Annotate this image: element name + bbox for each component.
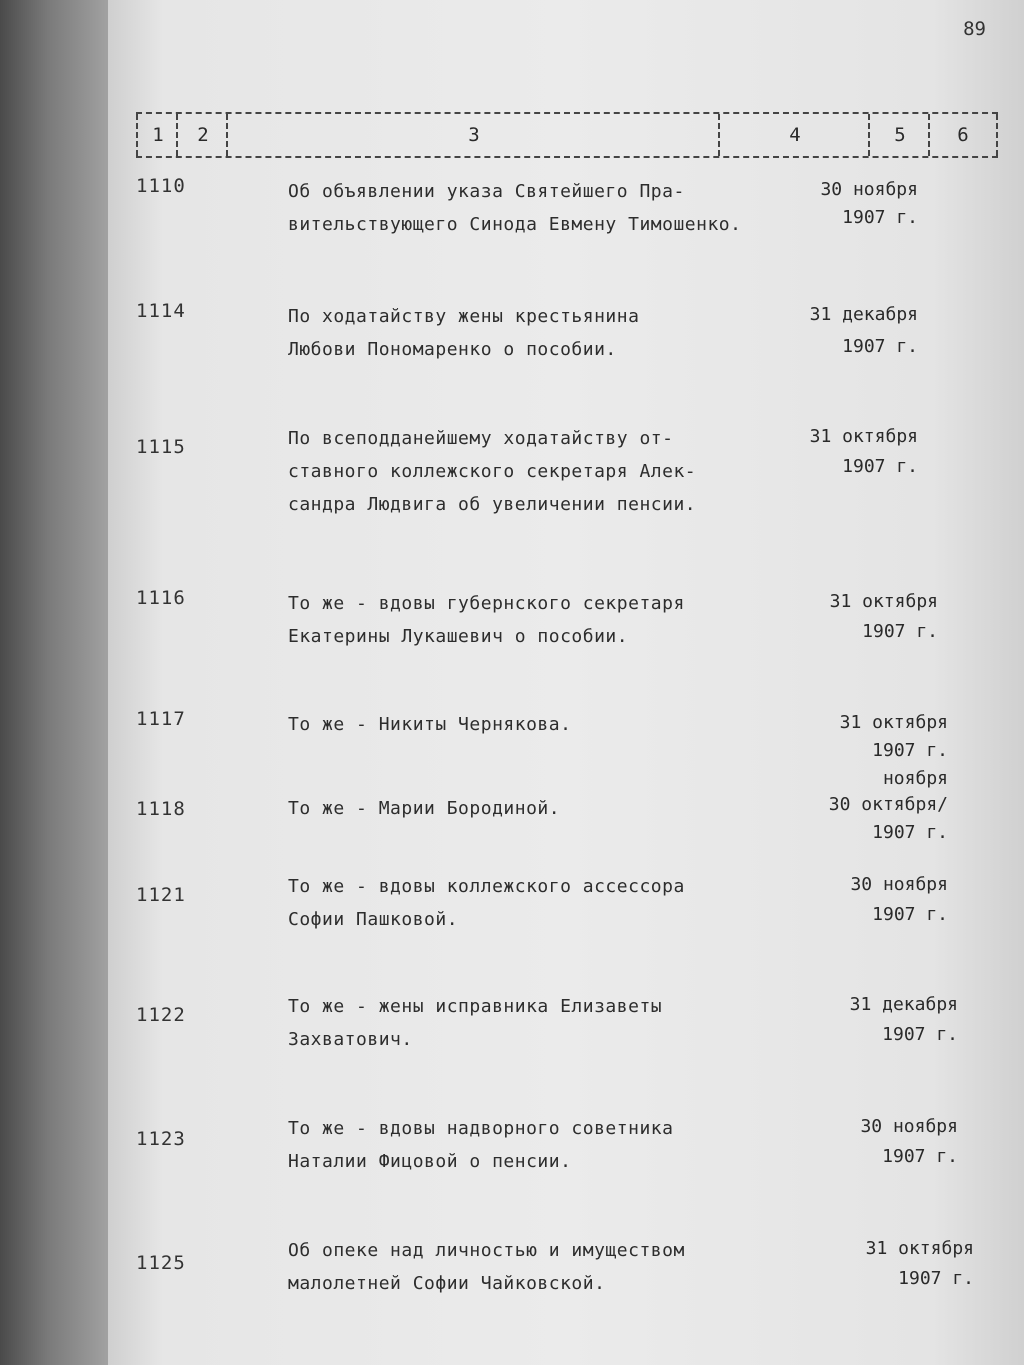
case-date-year: 1907 г.: [882, 1024, 958, 1045]
case-date-day: 31 декабря: [809, 304, 918, 325]
case-date-year: 1907 г.: [882, 1146, 958, 1167]
case-number: 1116: [136, 587, 186, 609]
case-date-year: 1907 г.: [872, 740, 948, 761]
case-title: То же - вдовы надворного советника Наталии Фицовой о пенсии.: [288, 1118, 674, 1172]
case-date-year: 1907 г.: [842, 456, 918, 477]
case-title: То же - вдовы коллежского ассессора Софии Пашковой.: [288, 876, 685, 930]
case-title: То же - вдовы губернского секретаря Екатерины Лукашевич о пособии.: [288, 593, 685, 647]
page-number: 89: [963, 18, 986, 40]
case-title: По всеподданейшему ходатайству от- ставного коллежского секретаря Алек- сандра Людвига об увеличении пенсии.: [288, 428, 697, 515]
case-date-day: ноября 30 октября/: [828, 768, 948, 815]
case-number: 1125: [136, 1252, 186, 1274]
case-number: 1122: [136, 1004, 186, 1026]
header-col-1: 1: [136, 114, 178, 156]
case-date-day: 31 октября: [809, 426, 918, 447]
header-col-5: 5: [868, 114, 930, 156]
header-col-3: 3: [226, 114, 720, 156]
case-date-day: 31 октября: [829, 591, 938, 612]
case-title: Об объявлении указа Святейшего Пра- вительствующего Синода Евмену Тимошенко.: [288, 181, 742, 235]
case-number: 1115: [136, 436, 186, 458]
case-date-day: 31 октября: [839, 712, 948, 733]
case-date-day: 30 ноября: [820, 179, 918, 200]
case-title: То же - Никиты Чернякова.: [288, 714, 572, 735]
case-number: 1118: [136, 798, 186, 820]
case-title: Об опеке над личностью и имуществом малолетней Софии Чайковской.: [288, 1240, 685, 1294]
case-date-year: 1907 г.: [842, 207, 918, 228]
case-title: То же - жены исправника Елизаветы Захватович.: [288, 996, 663, 1050]
case-number: 1121: [136, 884, 186, 906]
case-date-year: 1907 г.: [842, 336, 918, 357]
case-date-year: 1907 г.: [872, 904, 948, 925]
table-header: [136, 112, 998, 158]
case-number: 1123: [136, 1128, 186, 1150]
case-date-day: 31 октября: [865, 1238, 974, 1259]
header-col-6: 6: [928, 114, 998, 156]
book-binding-shadow: [0, 0, 120, 1365]
case-date-day: 30 ноября: [860, 1116, 958, 1137]
case-date-year: 1907 г.: [898, 1268, 974, 1289]
header-col-4: 4: [718, 114, 870, 156]
case-title: По ходатайству жены крестьянина Любови Пономаренко о пособии.: [288, 306, 640, 360]
case-date-day: 31 декабря: [849, 994, 958, 1015]
case-number: 1114: [136, 300, 186, 322]
case-date-day: 30 ноября: [850, 874, 948, 895]
header-col-2: 2: [176, 114, 228, 156]
case-title: То же - Марии Бородиной.: [288, 798, 561, 819]
case-number: 1110: [136, 175, 186, 197]
case-number: 1117: [136, 708, 186, 730]
case-date-year: 1907 г.: [872, 822, 948, 843]
case-date-year: 1907 г.: [862, 621, 938, 642]
document-page: [108, 0, 1024, 1365]
